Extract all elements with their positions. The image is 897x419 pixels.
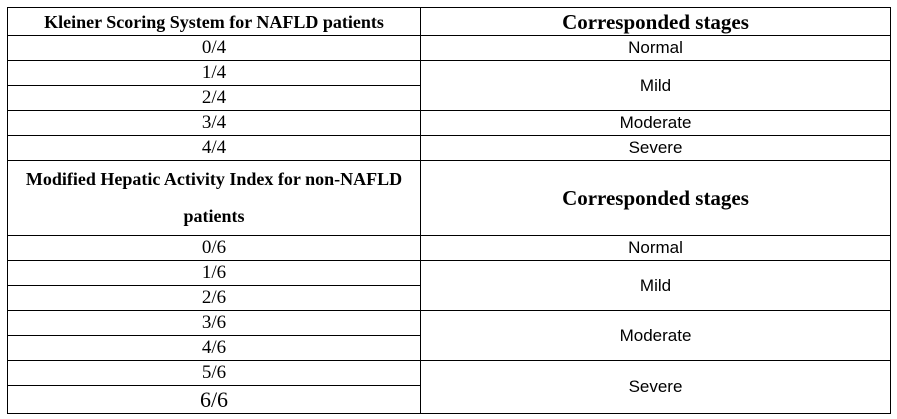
stage-cell: Normal (421, 36, 891, 61)
score-cell: 4/6 (8, 336, 421, 361)
kleiner-header: Kleiner Scoring System for NAFLD patients (8, 8, 421, 36)
table-row (8, 61, 891, 86)
score-cell: 0/6 (8, 236, 421, 261)
table-row (8, 236, 891, 261)
hai-header: Modified Hepatic Activity Index for non-NAFLD patients (8, 161, 421, 236)
stage-cell: Moderate (421, 111, 891, 136)
score-cell: 4/4 (8, 136, 421, 161)
table-row (8, 36, 891, 61)
table-row (8, 8, 891, 36)
stage-cell: Mild (421, 261, 891, 311)
stage-cell: Mild (421, 61, 891, 111)
table-row (8, 311, 891, 336)
stage-cell: Severe (421, 136, 891, 161)
table-row (8, 161, 891, 236)
table-row (8, 361, 891, 386)
score-cell: 3/6 (8, 311, 421, 336)
score-cell: 1/4 (8, 61, 421, 86)
stages-header: Corresponded stages (421, 161, 891, 236)
table-row (8, 136, 891, 161)
stage-cell: Severe (421, 361, 891, 414)
score-cell: 1/6 (8, 261, 421, 286)
score-cell: 0/4 (8, 36, 421, 61)
stages-header: Corresponded stages (421, 8, 891, 36)
score-cell: 6/6 (8, 386, 421, 414)
table-row (8, 261, 891, 286)
stage-cell: Normal (421, 236, 891, 261)
score-cell: 3/4 (8, 111, 421, 136)
score-cell: 2/6 (8, 286, 421, 311)
table-row (8, 111, 891, 136)
stage-cell: Moderate (421, 311, 891, 361)
staging-table (7, 7, 891, 414)
score-cell: 5/6 (8, 361, 421, 386)
score-cell: 2/4 (8, 86, 421, 111)
